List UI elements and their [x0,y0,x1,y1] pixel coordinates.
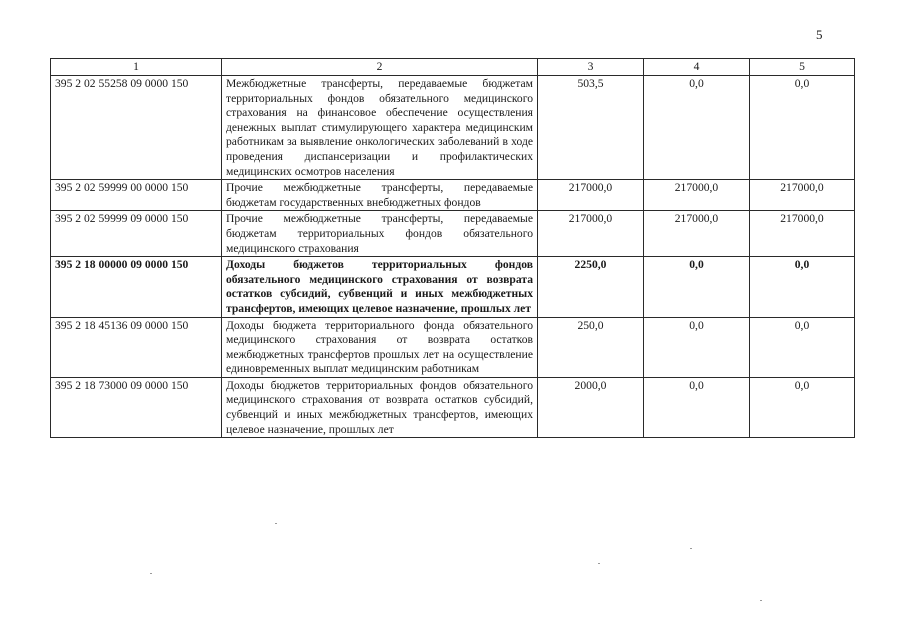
amount-col-4: 0,0 [644,76,750,180]
revenue-description: Доходы бюджетов территориальных фондов обязательного медицинского страхования от возврата остатков субсидий, субвенций и иных межбюджетных трансфертов, имеющих целевое назначение, прошлых лет [222,257,538,317]
amount-col-4: 217000,0 [644,180,750,211]
revenue-description: Прочие межбюджетные трансферты, передаваемые бюджетам территориальных фондов обязательного медицинского страхования [222,211,538,257]
scan-speck [690,548,692,549]
revenue-description: Прочие межбюджетные трансферты, передаваемые бюджетам государственных внебюджетных фондов [222,180,538,211]
amount-col-5: 217000,0 [750,211,855,257]
amount-col-4: 0,0 [644,257,750,317]
amount-col-3: 503,5 [538,76,644,180]
amount-col-5: 217000,0 [750,180,855,211]
amount-col-3: 250,0 [538,317,644,377]
revenue-description: Доходы бюджетов территориальных фондов обязательного медицинского страхования от возврата остатков субсидий, субвенций и иных межбюджетных трансфертов, имеющих целевое назначение, прошлых лет [222,377,538,437]
amount-col-3: 2000,0 [538,377,644,437]
table-row-subtotal [51,257,855,317]
amount-col-5: 0,0 [750,317,855,377]
amount-col-4: 0,0 [644,317,750,377]
amount-col-4: 0,0 [644,377,750,437]
budget-code: 395 2 02 55258 09 0000 150 [51,76,222,180]
budget-code: 395 2 18 00000 09 0000 150 [51,257,222,317]
table-row [51,180,855,211]
budget-code: 395 2 02 59999 09 0000 150 [51,211,222,257]
table-row [51,317,855,377]
scan-speck [150,573,152,574]
budget-code: 395 2 18 45136 09 0000 150 [51,317,222,377]
amount-col-3: 217000,0 [538,211,644,257]
amount-col-3: 217000,0 [538,180,644,211]
table-row [51,76,855,180]
amount-col-3: 2250,0 [538,257,644,317]
revenue-description: Доходы бюджета территориального фонда обязательного медицинского страхования от возврата остатков межбюджетных трансфертов прошлых лет на осуществление единовременных выплат медицинским работникам [222,317,538,377]
header-row [51,59,855,76]
column-header-5: 5 [750,59,855,76]
column-header-1: 1 [51,59,222,76]
scan-speck [275,523,277,524]
column-header-3: 3 [538,59,644,76]
budget-code: 395 2 18 73000 09 0000 150 [51,377,222,437]
column-header-4: 4 [644,59,750,76]
budget-code: 395 2 02 59999 00 0000 150 [51,180,222,211]
budget-revenue-table [50,58,855,438]
amount-col-5: 0,0 [750,377,855,437]
column-header-2: 2 [222,59,538,76]
table-row [51,211,855,257]
scan-speck [598,563,600,564]
scan-speck [760,600,762,601]
page-number: 5 [816,27,823,42]
amount-col-5: 0,0 [750,76,855,180]
revenue-description: Межбюджетные трансферты, передаваемые бюджетам территориальных фондов обязательного медицинского страхования на финансовое обеспечение осуществления денежных выплат стимулирующего характера медицинским работникам за выявление онкологических заболеваний в ходе проведения диспансеризации и профилактических медицинских осмотров населения [222,76,538,180]
amount-col-5: 0,0 [750,257,855,317]
table-row [51,377,855,437]
amount-col-4: 217000,0 [644,211,750,257]
